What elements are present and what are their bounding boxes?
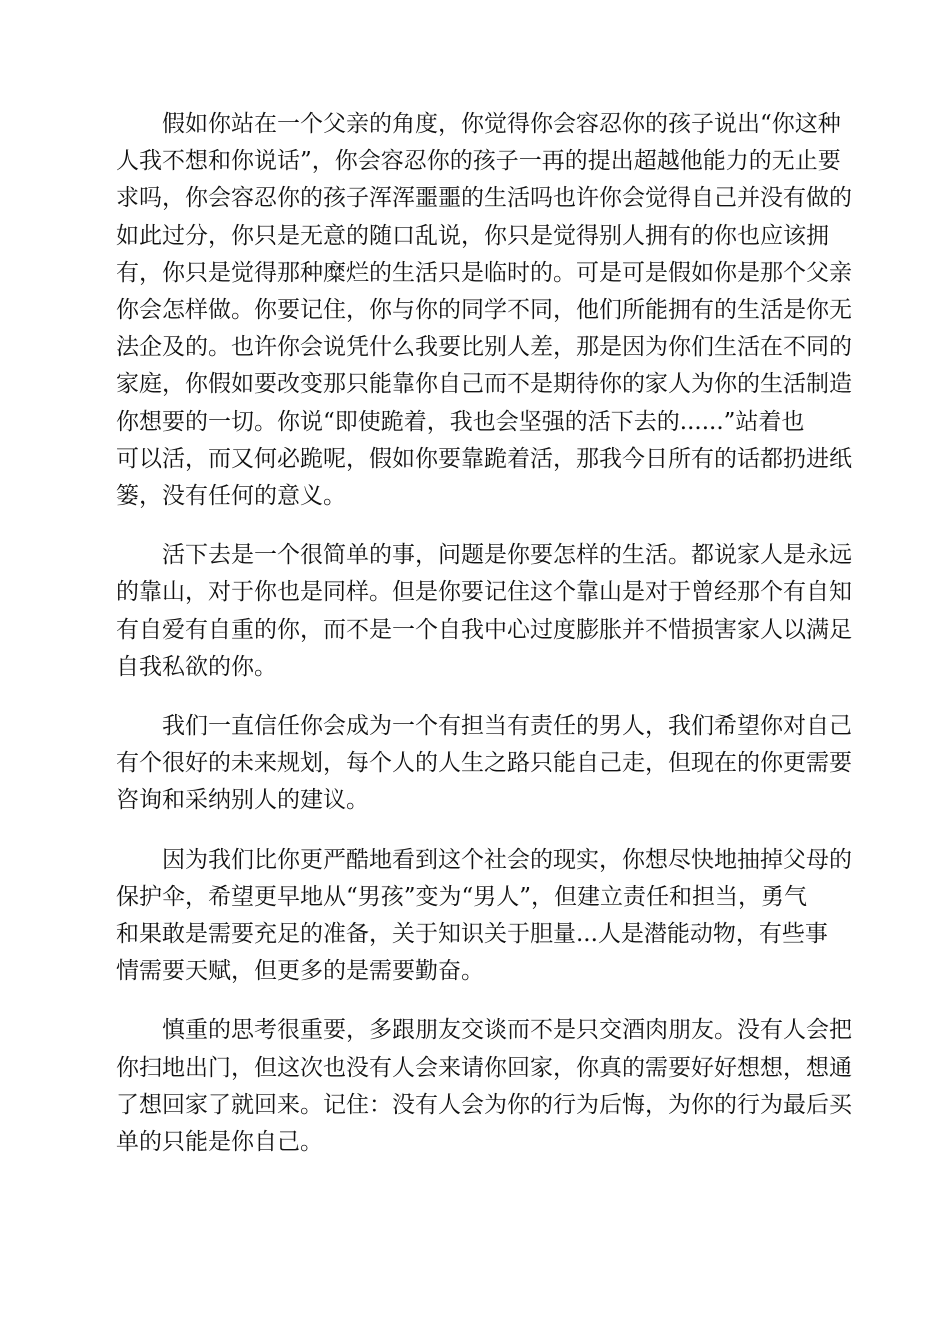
paragraph-4 xyxy=(116,842,852,991)
paragraph-line: 情需要天赋，但更多的是需要勤奋。 xyxy=(116,958,484,985)
paragraph-line: 慎重的思考很重要，多跟朋友交谈而不是只交酒肉朋友。没有人会把 xyxy=(162,1017,852,1044)
paragraph-line: 和果敢是需要充足的准备，关于知识关于胆量...人是潜能动物，有些事 xyxy=(116,921,828,948)
paragraph-2 xyxy=(116,537,852,686)
paragraph-line: 人我不想和你说话”，你会容忍你的孩子一再的提出超越他能力的无止要 xyxy=(116,148,841,175)
paragraph-line: 我们一直信任你会成为一个有担当有责任的男人，我们希望你对自己 xyxy=(162,713,852,740)
paragraph-line: 单的只能是你自己。 xyxy=(116,1129,323,1156)
paragraph-3 xyxy=(116,708,852,820)
paragraph-line: 因为我们比你更严酷地看到这个社会的现实，你想尽快地抽掉父母的 xyxy=(162,846,852,873)
paragraph-line: 家庭，你假如要改变那只能靠你自己而不是期待你的家人为你的生活制造 xyxy=(116,371,852,398)
paragraph-line: 了想回家了就回来。记住：没有人会为你的行为后悔，为你的行为最后买 xyxy=(116,1091,852,1118)
paragraph-line: 你扫地出门，但这次也没有人会来请你回家，你真的需要好好想想，想通 xyxy=(116,1054,852,1081)
document-body xyxy=(116,106,852,1183)
paragraph-line: 有自爱有自重的你，而不是一个自我中心过度膨胀并不惜损害家人以满足 xyxy=(116,616,852,643)
paragraph-line: 的靠山，对于你也是同样。但是你要记住这个靠山是对于曾经那个有自知 xyxy=(116,579,852,606)
paragraph-line: 活下去是一个很简单的事，问题是你要怎样的生活。都说家人是永远 xyxy=(162,542,852,569)
paragraph-line: 篓，没有任何的意义。 xyxy=(116,483,346,510)
paragraph-line: 自我私欲的你。 xyxy=(116,653,277,680)
paragraph-line: 假如你站在一个父亲的角度，你觉得你会容忍你的孩子说出“你这种 xyxy=(162,111,841,137)
paragraph-line: 咨询和采纳别人的建议。 xyxy=(116,787,369,814)
paragraph-line: 有个很好的未来规划，每个人的人生之路只能自己走，但现在的你更需要 xyxy=(116,750,852,777)
paragraph-line: 你想要的一切。你说“即使跪着，我也会坚强的活下去的......”站着也 xyxy=(116,408,805,435)
paragraph-5 xyxy=(116,1012,852,1161)
paragraph-line: 有，你只是觉得那种糜烂的生活只是临时的。可是可是假如你是那个父亲 xyxy=(116,259,852,286)
paragraph-line: 求吗，你会容忍你的孩子浑浑噩噩的生活吗也许你会觉得自己并没有做的 xyxy=(116,185,852,212)
paragraph-1 xyxy=(116,106,852,515)
paragraph-line: 如此过分，你只是无意的随口乱说，你只是觉得别人拥有的你也应该拥 xyxy=(116,222,829,249)
paragraph-line: 法企及的。也许你会说凭什么我要比别人差，那是因为你们生活在不同的 xyxy=(116,334,852,361)
paragraph-line: 你会怎样做。你要记住，你与你的同学不同，他们所能拥有的生活是你无 xyxy=(116,297,852,324)
paragraph-line: 可以活，而又何必跪呢，假如你要靠跪着活，那我今日所有的话都扔进纸 xyxy=(116,445,852,472)
paragraph-line: 保护伞，希望更早地从“男孩”变为“男人”，但建立责任和担当，勇气 xyxy=(116,883,808,910)
